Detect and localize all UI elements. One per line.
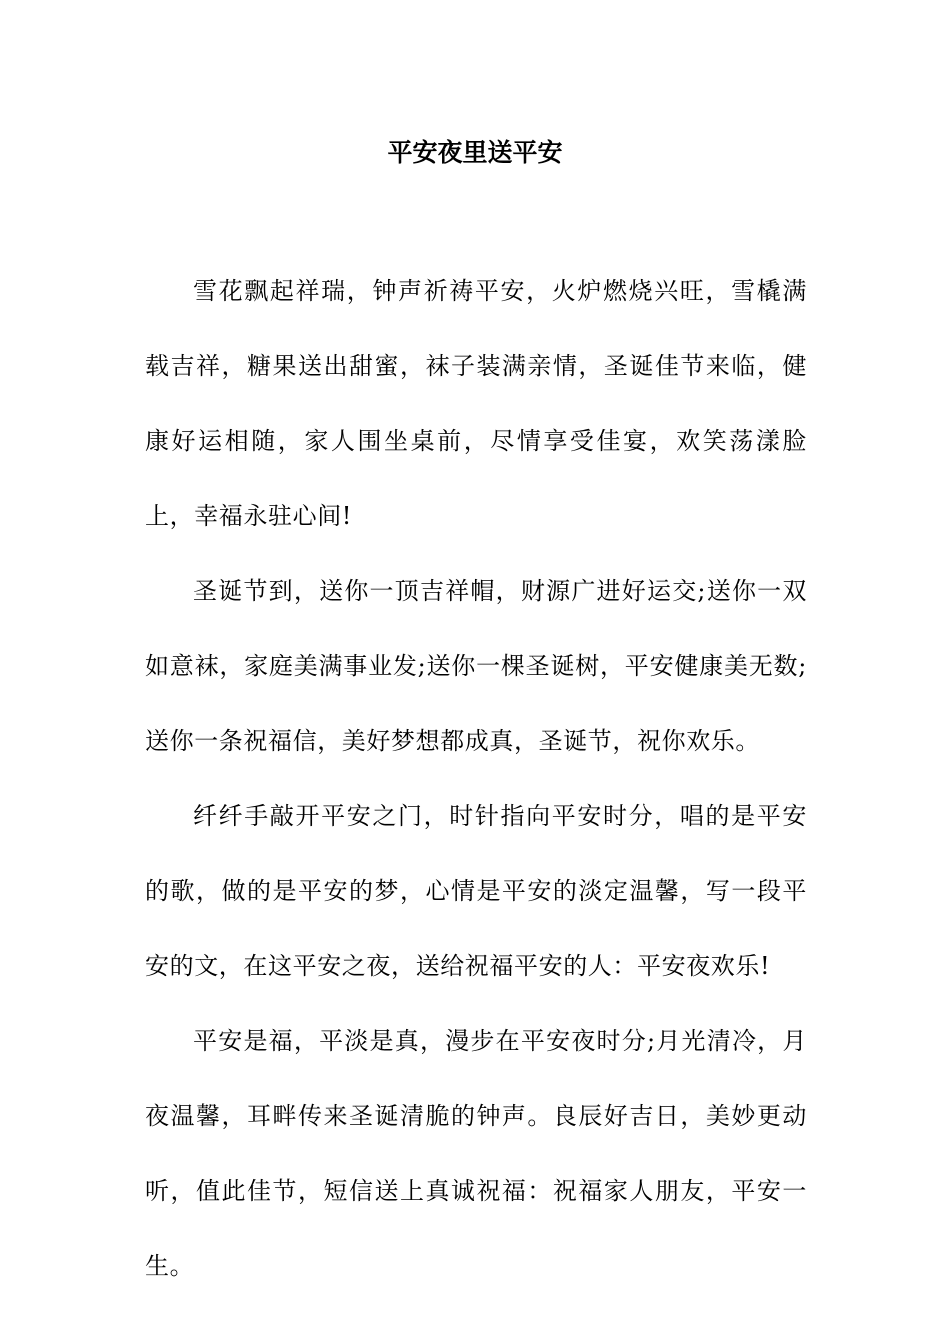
paragraph-4: 平安是福，平淡是真，漫步在平安夜时分;月光清冷，月夜温馨，耳畔传来圣诞清脆的钟声。良辰好吉日，美妙更动听，值此佳节，短信送上真诚祝福：祝福家人朋友，平安一生。 xyxy=(145,1027,807,1280)
document-title: 平安夜里送平安 xyxy=(387,138,563,167)
paragraph-1: 雪花飘起祥瑞，钟声祈祷平安，火炉燃烧兴旺，雪橇满载吉祥，糖果送出甜蜜，袜子装满亲情，圣诞佳节来临，健康好运相随，家人围坐桌前，尽情享受佳宴，欢笑荡漾脸上，幸福永驻心间! xyxy=(145,277,807,530)
paragraph-3: 纤纤手敲开平安之门，时针指向平安时分，唱的是平安的歌，做的是平安的梦，心情是平安的淡定温馨，写一段平安的文，在这平安之夜，送给祝福平安的人：平安夜欢乐! xyxy=(145,802,807,980)
document-body xyxy=(145,254,807,1304)
paragraph-2: 圣诞节到，送你一顶吉祥帽，财源广进好运交;送你一双如意袜，家庭美满事业发;送你一棵圣诞树，平安健康美无数;送你一条祝福信，美好梦想都成真，圣诞节，祝你欢乐。 xyxy=(145,577,807,755)
